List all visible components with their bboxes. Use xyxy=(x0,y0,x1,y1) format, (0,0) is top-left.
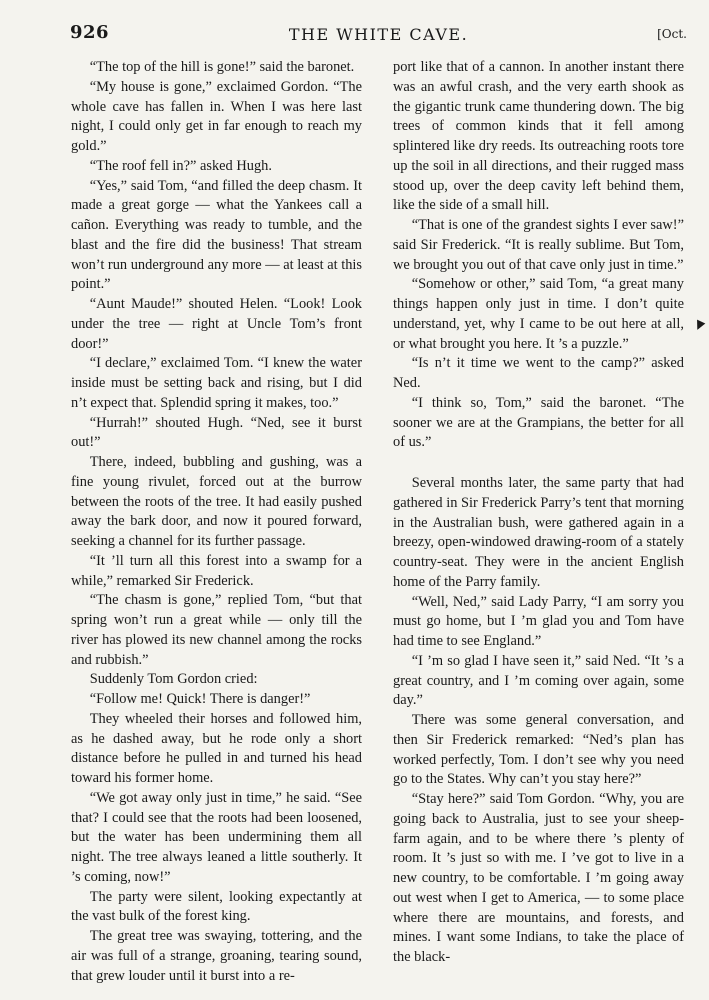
paragraph: “Somehow or other,” said Tom, “a great many things happen only just in time. I don’t quite understand, yet, why I came to be out here at all, or what brought you here. It ’s a puzzle.” xyxy=(393,276,684,352)
right-column xyxy=(393,58,684,968)
paragraph: “Is n’t it time we went to the camp?” asked Ned. xyxy=(393,355,684,391)
paragraph: There, indeed, bubbling and gushing, was a fine young rivulet, forced out at the burrow between the roots of the tree. It had easily pushed away the bark door, and now it poured forward, seeking a channel for its further passage. xyxy=(71,454,362,549)
paragraph: “I declare,” exclaimed Tom. “I knew the water inside must be setting back and rising, but I did n’t expect that. Splendid spring it makes, too.” xyxy=(71,355,362,411)
paragraph: “The chasm is gone,” replied Tom, “but that spring won’t run a great while — only till the river has plowed its new channel among the rocks and rubbish.” xyxy=(71,592,362,668)
paragraph: There was some general conversation, and then Sir Frederick remarked: “Ned’s plan has worked perfectly, Tom. I don’t see why you need go to the States. Why can’t you stay here?” xyxy=(393,712,684,788)
paragraph: port like that of a cannon. In another instant there was an awful crash, and the very earth shook as the gigantic trunk came thundering down. The big trees of common kinds that it fell among splintered like dry reeds. Its outreaching roots tore up the soil in all directions, and their rugged mass stood up, over the deep cavity left behind them, like the side of a small hill. xyxy=(393,59,684,214)
paragraph: “We got away only just in time,” he said. “See that? I could see that the roots had been loosened, but the water has been undermining them all night. The tree always leaned a little southerly. It ’s coming, now!” xyxy=(71,789,362,885)
paragraph: “Aunt Maude!” shouted Helen. “Look! Look under the tree — right at Uncle Tom’s front door!” xyxy=(71,296,362,352)
section-paragraph: Several months later, the same party that had gathered in Sir Frederick Parry’s tent that morning in the Australian bush, were gathered again in a breezy, open-windowed drawing-room of a stately country-seat. They were in the ancient English home of the Parry family. xyxy=(393,475,684,590)
paragraph: “Hurrah!” shouted Hugh. “Ned, see it burst out!” xyxy=(71,414,362,451)
paragraph: “Yes,” said Tom, “and filled the deep chasm. It made a great gorge — what the Yankees call a cañon. Everything was ready to tumble, and the blast and the fire did the business! That stream won’t run underground any more — at least at this point.” xyxy=(71,177,362,293)
running-title: THE WHITE CAVE. xyxy=(288,25,469,44)
paragraph: The great tree was swaying, tottering, and the air was full of a strange, groaning, tearing sound, that grew louder until it burst into a re- xyxy=(71,928,362,984)
paragraph: “The top of the hill is gone!” said the baronet. xyxy=(89,59,355,75)
paragraph: “The roof fell in?” asked Hugh. xyxy=(89,157,272,174)
paragraph: They wheeled their horses and followed him, as he dashed away, but he rode only a short distance before he pulled in and turned his head toward his former home. xyxy=(71,710,362,786)
paragraph: The party were silent, looking expectantly at the vast bulk of the forest king. xyxy=(71,888,362,925)
paragraph: “My house is gone,” exclaimed Gordon. “The whole cave has fallen in. When I was here last night, I could only get in far enough to reach my gold.” xyxy=(71,78,362,154)
paragraph: “I think so, Tom,” said the baronet. “The sooner we are at the Grampians, the better for all of us.” xyxy=(393,394,684,451)
paragraph: “Follow me! Quick! There is danger!” xyxy=(89,691,311,707)
running-header xyxy=(70,22,687,52)
paragraph: “That is one of the grandest sights I ever saw!” said Sir Frederick. “It is really sublime. But Tom, we brought you out of that cave only just in time.” xyxy=(393,217,684,273)
paragraph: “Well, Ned,” said Lady Parry, “I am sorry you must go home, but I ’m glad you and Tom have had time to see England.” xyxy=(393,593,684,649)
paragraph: “It ’ll turn all this forest into a swamp for a while,” remarked Sir Frederick. xyxy=(71,552,362,589)
paragraph: Suddenly Tom Gordon cried: xyxy=(89,671,258,688)
ink-mark: ▼ xyxy=(692,316,707,334)
left-column xyxy=(71,58,362,986)
page-number: 926 xyxy=(70,22,110,43)
issue-month: [Oct. xyxy=(657,27,687,41)
paragraph: “I ’m so glad I have seen it,” said Ned. “It ’s a great country, and I ’m coming over again, some day.” xyxy=(393,652,684,709)
paragraph: “Stay here?” said Tom Gordon. “Why, you are going back to Australia, just to see your sheep-farm again, and to be where there ’s plenty of room. It ’s just so with me. I ’ve got to live in a new country, to be comfortable. I ’m going away out west when I get to America, — to some place where there are mountains, and forests, and mines. I want some Indians, to take the place of the black- xyxy=(393,791,684,965)
